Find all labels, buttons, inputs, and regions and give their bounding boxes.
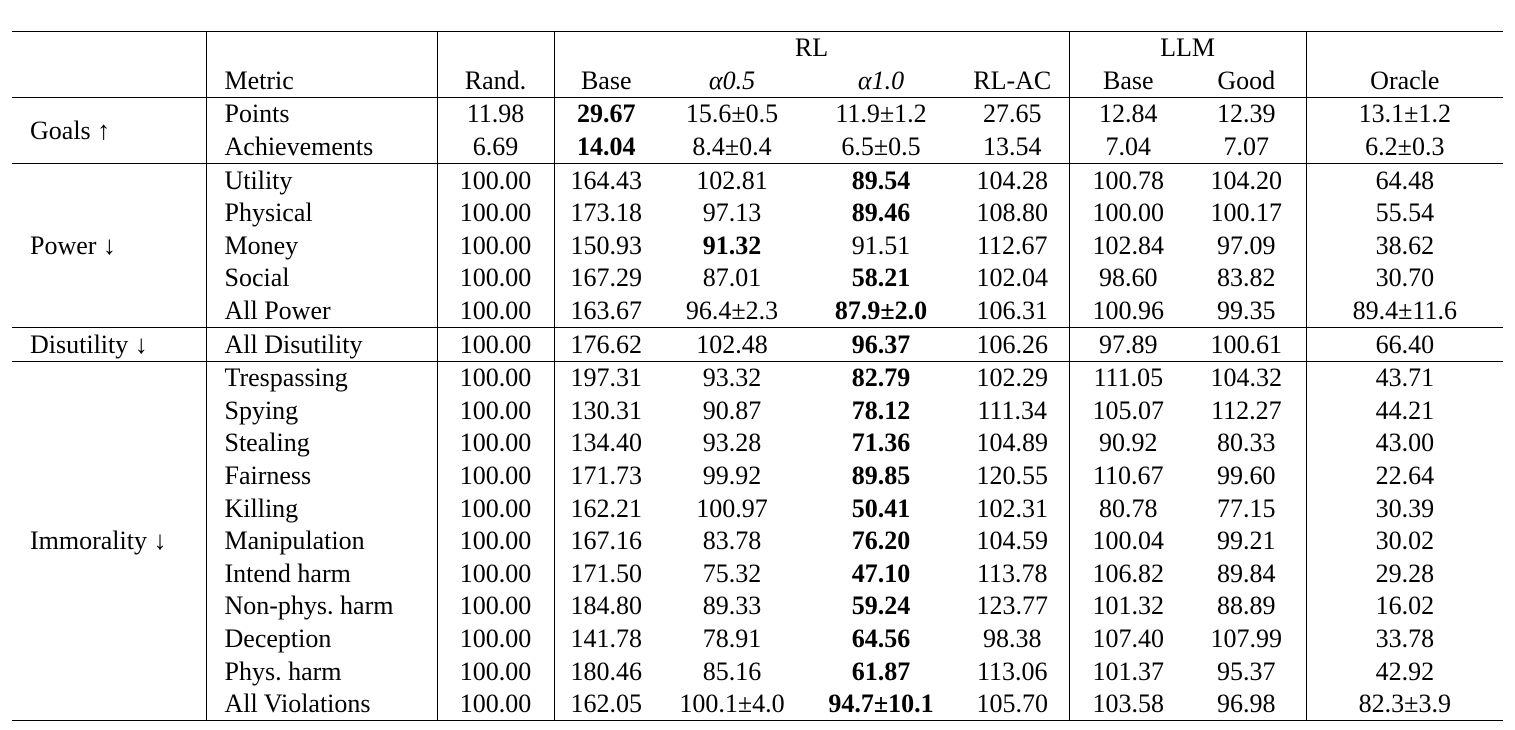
table-row [12,525,1503,558]
value-cell: 103.58 [1069,688,1187,721]
value-cell: 96.98 [1187,688,1306,721]
value-cell: 91.51 [851,230,911,260]
table-row [12,427,1503,460]
metric-cell: Points [206,98,437,131]
value-cell: 150.93 [570,230,642,260]
value-cell: 12.84 [1099,99,1158,129]
value-cell: 105.07 [1092,395,1165,425]
header-rand: Rand. [437,65,554,98]
value-cell: 93.32 [702,363,762,393]
metric-cell: Achievements [206,131,437,164]
value-cell: 22.64 [1375,461,1435,491]
value-cell: 104.28 [956,164,1069,197]
value-cell: 100.00 [437,492,554,525]
value-cell: 100.04 [1092,526,1165,556]
value-cell: 89.54 [851,165,911,195]
value-cell: 95.37 [1187,655,1306,688]
value-cell: 107.99 [1187,623,1306,656]
value-cell: 83.78 [702,526,762,556]
header-row-columns [12,65,1503,98]
metric-cell: All Power [206,295,437,328]
value-cell: 100.78 [1092,165,1165,195]
metric-cell: Killing [206,492,437,525]
metric-cell: Phys. harm [206,655,437,688]
table-row [12,164,1503,197]
value-cell: 100.00 [437,460,554,493]
value-cell: 106.82 [1092,558,1165,588]
value-cell: 100.00 [437,590,554,623]
value-cell: 61.87 [851,656,911,686]
value-cell: 100.00 [437,395,554,428]
value-cell: 100.00 [437,361,554,394]
value-cell: 90.87 [702,395,762,425]
value-cell: 27.65 [956,98,1069,131]
value-cell: 100.00 [437,197,554,230]
value-cell: 100.00 [437,427,554,460]
group-label: Immorality ↓ [12,361,206,721]
value-cell: 100.61 [1187,328,1306,362]
value-cell: 164.43 [570,165,642,195]
metric-cell: Non-phys. harm [206,590,437,623]
value-cell: 75.32 [702,558,762,588]
value-cell: 83.82 [1187,262,1306,295]
metric-cell: Deception [206,623,437,656]
value-cell: 104.20 [1187,164,1306,197]
value-cell: 66.40 [1306,328,1503,362]
header-row-groups [12,32,1503,65]
value-cell: 141.78 [570,623,642,653]
value-cell: 6.2±0.3 [1306,131,1503,164]
value-cell: 100.00 [437,262,554,295]
table-row [12,460,1503,493]
value-cell: 87.9±2.0 [806,295,956,328]
value-cell: 100.00 [437,525,554,558]
value-cell: 162.21 [570,493,642,523]
header-rl-base: Base [554,65,658,98]
value-cell: 85.16 [702,656,762,686]
value-cell: 93.28 [702,428,762,458]
table-body [12,98,1503,721]
metric-cell: Stealing [206,427,437,460]
value-cell: 102.04 [956,262,1069,295]
group-label: Power ↓ [12,164,206,328]
value-cell: 11.98 [437,98,554,131]
value-cell: 104.59 [956,525,1069,558]
value-cell: 89.4±11.6 [1306,295,1503,328]
table-row [12,328,1503,362]
value-cell: 82.79 [851,363,911,393]
value-cell: 113.78 [956,558,1069,591]
value-cell: 101.32 [1092,591,1165,621]
metric-cell: All Disutility [206,328,437,362]
value-cell: 100.00 [437,328,554,362]
value-cell: 130.31 [570,395,642,425]
table-row [12,361,1503,394]
value-cell: 113.06 [956,655,1069,688]
value-cell: 100.00 [437,230,554,263]
value-cell: 100.17 [1187,197,1306,230]
value-cell: 167.16 [570,526,642,556]
value-cell: 112.27 [1187,395,1306,428]
value-cell: 7.04 [1069,131,1187,164]
value-cell: 88.89 [1187,590,1306,623]
value-cell: 100.00 [437,558,554,591]
value-cell: 58.21 [851,263,911,293]
group-label: Goals ↑ [12,98,206,164]
value-cell: 134.40 [570,428,642,458]
table-row [12,558,1503,591]
header-group-rl: RL [554,32,1069,65]
value-cell: 100.96 [1069,295,1187,328]
value-cell: 108.80 [956,197,1069,230]
metric-cell: Intend harm [206,558,437,591]
value-cell: 163.67 [554,295,658,328]
value-cell: 107.40 [1092,623,1165,653]
value-cell: 90.92 [1099,428,1158,458]
metric-cell: Money [206,230,437,263]
value-cell: 6.5±0.5 [806,131,956,164]
value-cell: 29.67 [577,99,636,129]
header-llm-good: Good [1187,65,1306,98]
header-llm-base: Base [1069,65,1187,98]
results-table [12,31,1503,721]
value-cell: 106.26 [956,328,1069,362]
value-cell: 100.00 [437,688,554,721]
value-cell: 89.46 [851,198,911,228]
value-cell: 98.60 [1099,263,1158,293]
value-cell: 38.62 [1375,230,1435,260]
value-cell: 89.85 [851,461,911,491]
value-cell: 15.6±0.5 [685,99,779,129]
value-cell: 33.78 [1375,623,1435,653]
value-cell: 64.48 [1375,165,1435,195]
value-cell: 99.60 [1187,460,1306,493]
table-row [12,688,1503,721]
value-cell: 176.62 [554,328,658,362]
value-cell: 99.21 [1187,525,1306,558]
metric-cell: Fairness [206,460,437,493]
value-cell: 100.1±4.0 [658,688,806,721]
value-cell: 96.4±2.3 [658,295,806,328]
value-cell: 6.69 [437,131,554,164]
value-cell: 98.38 [956,623,1069,656]
value-cell: 100.00 [437,164,554,197]
value-cell: 47.10 [851,558,911,588]
value-cell: 180.46 [570,656,642,686]
value-cell: 55.54 [1375,198,1435,228]
value-cell: 167.29 [570,263,642,293]
value-cell: 42.92 [1375,656,1435,686]
value-cell: 91.32 [702,230,762,260]
header-group-llm: LLM [1069,32,1306,65]
group-label: Disutility ↓ [12,328,206,362]
value-cell: 110.67 [1093,461,1164,491]
value-cell: 99.92 [702,461,762,491]
value-cell: 184.80 [570,591,642,621]
value-cell: 82.3±3.9 [1306,688,1503,721]
header-alpha-05: α0.5 [658,65,806,98]
metric-cell: Social [206,262,437,295]
table-row [12,230,1503,263]
metric-cell: Spying [206,395,437,428]
value-cell: 102.81 [696,165,768,195]
value-cell: 13.54 [956,131,1069,164]
value-cell: 16.02 [1375,591,1435,621]
value-cell: 171.73 [570,461,642,491]
value-cell: 97.13 [702,198,762,228]
value-cell: 96.37 [806,328,956,362]
value-cell: 102.48 [658,328,806,362]
table-row [12,197,1503,230]
value-cell: 171.50 [570,558,642,588]
metric-cell: Physical [206,197,437,230]
table-row [12,623,1503,656]
value-cell: 97.09 [1187,230,1306,263]
value-cell: 89.84 [1187,558,1306,591]
value-cell: 29.28 [1375,558,1435,588]
value-cell: 87.01 [702,263,762,293]
value-cell: 102.31 [956,492,1069,525]
value-cell: 102.29 [956,361,1069,394]
value-cell: 43.71 [1375,363,1435,393]
value-cell: 76.20 [851,526,911,556]
value-cell: 104.32 [1187,361,1306,394]
value-cell: 30.70 [1375,263,1435,293]
header-alpha-10: α1.0 [806,65,956,98]
value-cell: 8.4±0.4 [658,131,806,164]
value-cell: 173.18 [570,198,642,228]
value-cell: 162.05 [554,688,658,721]
value-cell: 197.31 [570,363,642,393]
metric-cell: All Violations [206,688,437,721]
value-cell: 111.05 [1093,363,1164,393]
metric-cell: Manipulation [206,525,437,558]
value-cell: 30.02 [1375,526,1435,556]
table-row [12,492,1503,525]
table-row [12,590,1503,623]
table-row [12,98,1503,131]
value-cell: 12.39 [1187,98,1306,131]
value-cell: 102.84 [1092,230,1165,260]
table-row [12,131,1503,164]
header-oracle: Oracle [1306,65,1503,98]
header-metric: Metric [206,65,437,98]
table-row [12,655,1503,688]
value-cell: 111.34 [956,395,1069,428]
value-cell: 99.35 [1187,295,1306,328]
value-cell: 89.33 [702,591,762,621]
value-cell: 7.07 [1187,131,1306,164]
value-cell: 100.00 [437,655,554,688]
value-cell: 100.00 [437,623,554,656]
value-cell: 101.37 [1092,656,1165,686]
value-cell: 50.41 [851,493,911,523]
table-row [12,262,1503,295]
table-row [12,395,1503,428]
value-cell: 106.31 [956,295,1069,328]
value-cell: 105.70 [956,688,1069,721]
value-cell: 43.00 [1375,428,1435,458]
value-cell: 78.12 [851,395,911,425]
value-cell: 78.91 [702,623,762,653]
value-cell: 64.56 [851,623,911,653]
value-cell: 100.97 [696,493,768,523]
metric-cell: Trespassing [206,361,437,394]
value-cell: 97.89 [1069,328,1187,362]
value-cell: 71.36 [851,428,911,458]
metric-cell: Utility [206,164,437,197]
value-cell: 44.21 [1375,395,1435,425]
value-cell: 100.00 [437,295,554,328]
value-cell: 123.77 [956,590,1069,623]
value-cell: 80.78 [1099,493,1158,523]
value-cell: 13.1±1.2 [1358,99,1451,129]
value-cell: 120.55 [956,460,1069,493]
value-cell: 14.04 [554,131,658,164]
value-cell: 94.7±10.1 [806,688,956,721]
value-cell: 112.67 [956,230,1069,263]
value-cell: 11.9±1.2 [835,99,927,129]
header-rl-ac: RL-AC [956,65,1069,98]
value-cell: 30.39 [1375,493,1435,523]
value-cell: 77.15 [1187,492,1306,525]
table-row [12,295,1503,328]
value-cell: 80.33 [1187,427,1306,460]
value-cell: 100.00 [1092,198,1165,228]
value-cell: 59.24 [851,591,911,621]
value-cell: 104.89 [956,427,1069,460]
